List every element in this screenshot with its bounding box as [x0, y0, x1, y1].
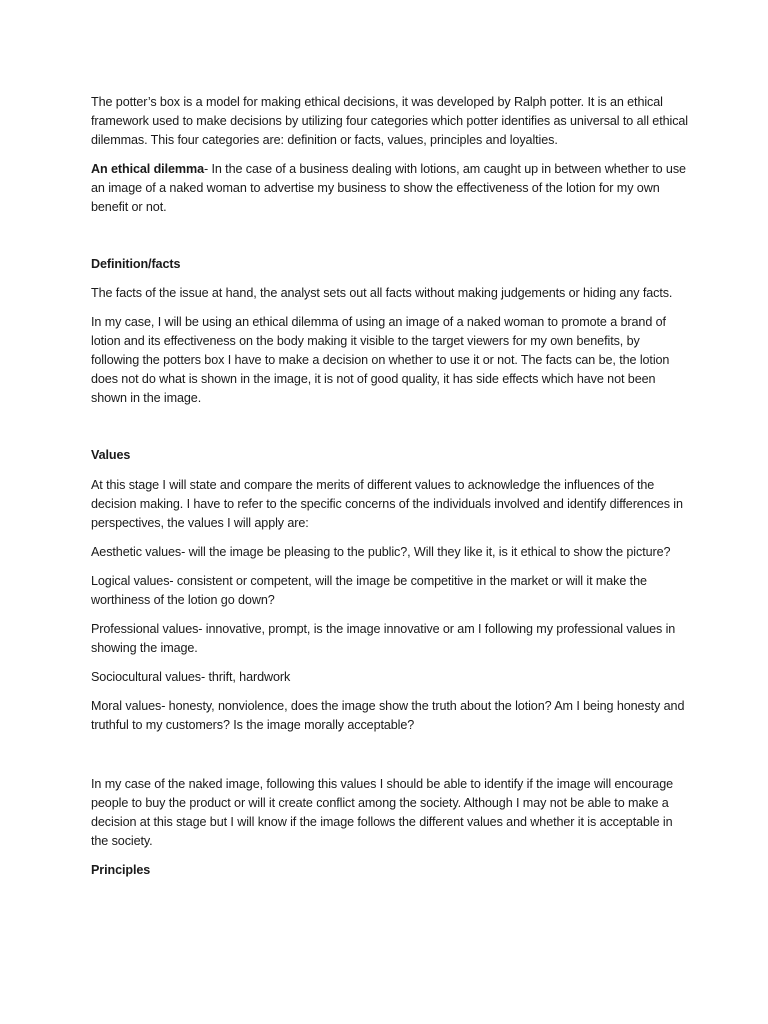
definition-heading: Definition/facts [91, 257, 181, 271]
sociocultural-values-paragraph: Sociocultural values- thrift, hardwork [91, 670, 291, 684]
principles-heading: Principles [91, 863, 151, 877]
aesthetic-values-paragraph: Aesthetic values- will the image be pleasing to the public?, Will they like it, is it ethical to show the picture? [91, 545, 671, 559]
values-conclusion-paragraph: In my case of the naked image, following this values I should be able to identify if the image will encourage people to buy the product or will it create conflict among the society. Although I may not be able to make a decision at this stage but I will know if the image follows the different values and whether it is acceptable in the society. [91, 777, 674, 848]
dilemma-text: - In the case of a business dealing with lotions, am caught up in between whether to use an image of a naked woman to advertise my business to show the effectiveness of the lotion for my own benefit or not. [91, 162, 686, 214]
values-intro-paragraph: At this stage I will state and compare the merits of different values to acknowledge the influences of the decision making. I have to refer to the specific concerns of the individuals involved and identify differences in perspectives, the values I will apply are: [91, 478, 683, 530]
values-heading: Values [91, 448, 131, 462]
professional-values-paragraph: Professional values- innovative, prompt, is the image innovative or am I following my professional values in showing the image. [91, 622, 676, 655]
moral-values-paragraph: Moral values- honesty, nonviolence, does the image show the truth about the lotion? Am I being honesty and truthful to my customers? Is the image morally acceptable? [91, 699, 685, 732]
intro-paragraph: The potter’s box is a model for making ethical decisions, it was developed by Ralph potter. It is an ethical framework used to make decisions by utilizing four categories which potter identifies as universal to all ethical dilemmas. This four categories are: definition or facts, values, principles and loyalties. [91, 95, 688, 147]
dilemma-label: An ethical dilemma [91, 162, 204, 176]
document-body [91, 93, 691, 890]
definition-paragraph-2: In my case, I will be using an ethical dilemma of using an image of a naked woman to promote a brand of lotion and its effectiveness on the body making it visible to the target viewers for my own benefits, by following the potters box I have to make a decision on whether to use it or not. The facts can be, the lotion does not do what is shown in the image, it is not of good quality, it has side effects which have not been shown in the image. [91, 315, 670, 405]
dilemma-paragraph [91, 160, 691, 217]
definition-paragraph-1: The facts of the issue at hand, the analyst sets out all facts without making judgements or hiding any facts. [91, 286, 673, 300]
logical-values-paragraph: Logical values- consistent or competent, will the image be competitive in the market or will it make the worthiness of the lotion go down? [91, 574, 647, 607]
